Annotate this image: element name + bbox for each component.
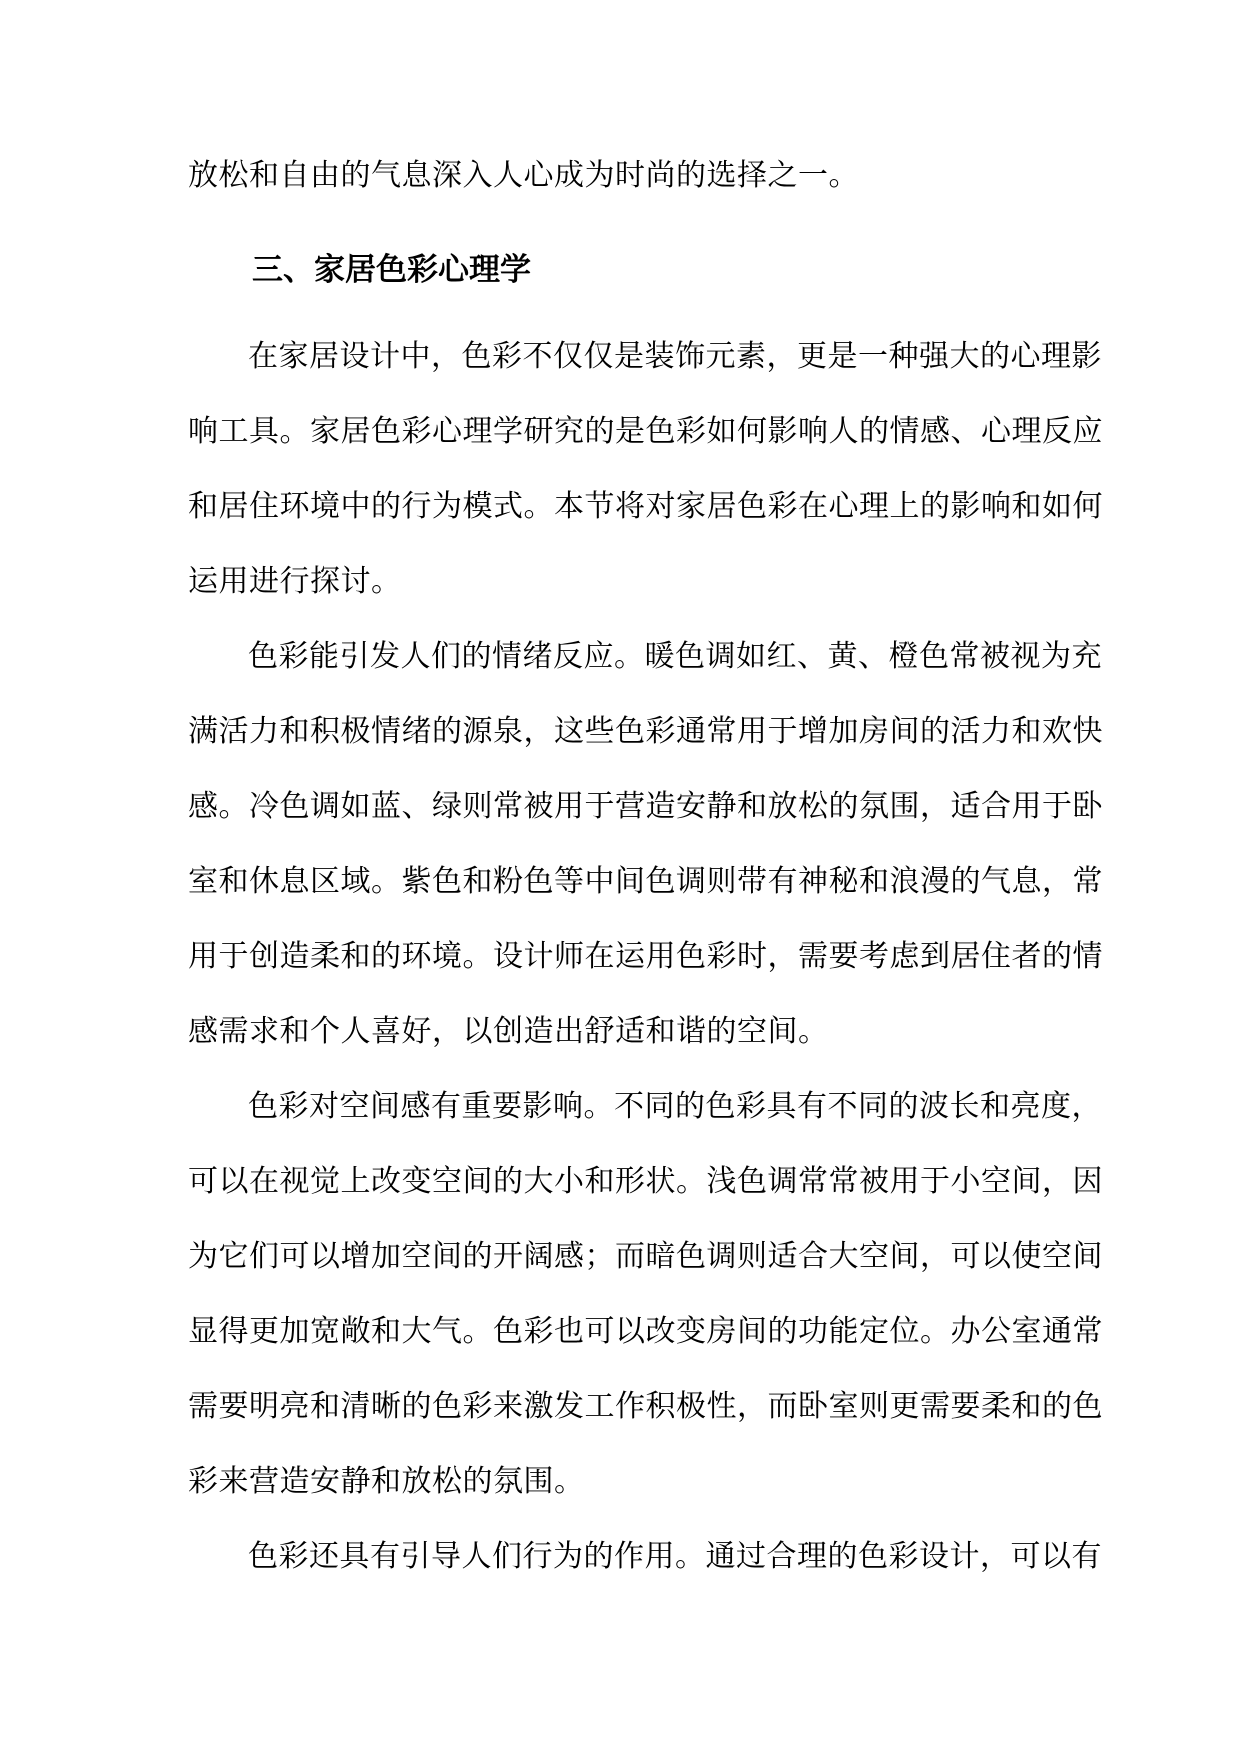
paragraph-line: 感需求和个人喜好，以创造出舒适和谐的空间。 [188,1014,829,1049]
paragraph-2 [188,619,1103,1069]
paragraph-line: 需要明亮和清晰的色彩来激发工作积极性，而卧室则更需要柔和的色 [188,1389,1103,1424]
paragraph-line: 显得更加宽敞和大气。色彩也可以改变房间的功能定位。办公室通常 [188,1314,1103,1349]
paragraph-3 [188,1069,1103,1519]
paragraph-4 [188,1519,1102,1594]
paragraph-line: 室和休息区域。紫色和粉色等中间色调则带有神秘和浪漫的气息，常 [188,864,1103,899]
paragraph-line: 色彩能引发人们的情绪反应。暖色调如红、黄、橙色常被视为充 [248,639,1102,674]
paragraph-line: 用于创造柔和的环境。设计师在运用色彩时，需要考虑到居住者的情 [188,939,1103,974]
paragraph-1 [188,319,1103,619]
paragraph-line: 为它们可以增加空间的开阔感；而暗色调则适合大空间，可以使空间 [188,1239,1103,1274]
paragraph-line: 色彩对空间感有重要影响。不同的色彩具有不同的波长和亮度， [248,1089,1102,1124]
paragraph-line: 和居住环境中的行为模式。本节将对家居色彩在心理上的影响和如何 [188,489,1103,524]
paragraph-line: 彩来营造安静和放松的氛围。 [188,1464,585,1499]
document-body [188,138,1103,1594]
paragraph-line: 在家居设计中，色彩不仅仅是装饰元素，更是一种强大的心理影 [248,339,1102,374]
paragraph-line: 色彩还具有引导人们行为的作用。通过合理的色彩设计，可以有 [248,1539,1102,1574]
paragraph-line: 感。冷色调如蓝、绿则常被用于营造安静和放松的氛围，适合用于卧 [188,789,1103,824]
paragraph-line: 满活力和积极情绪的源泉，这些色彩通常用于增加房间的活力和欢快 [188,714,1103,749]
paragraph-line: 响工具。家居色彩心理学研究的是色彩如何影响人的情感、心理反应 [188,414,1103,449]
section-heading: 三、家居色彩心理学 [252,252,531,288]
intro-line: 放松和自由的气息深入人心成为时尚的选择之一。 [188,158,859,193]
paragraph-line: 可以在视觉上改变空间的大小和形状。浅色调常常被用于小空间，因 [188,1164,1103,1199]
paragraph-line: 运用进行探讨。 [188,564,402,599]
